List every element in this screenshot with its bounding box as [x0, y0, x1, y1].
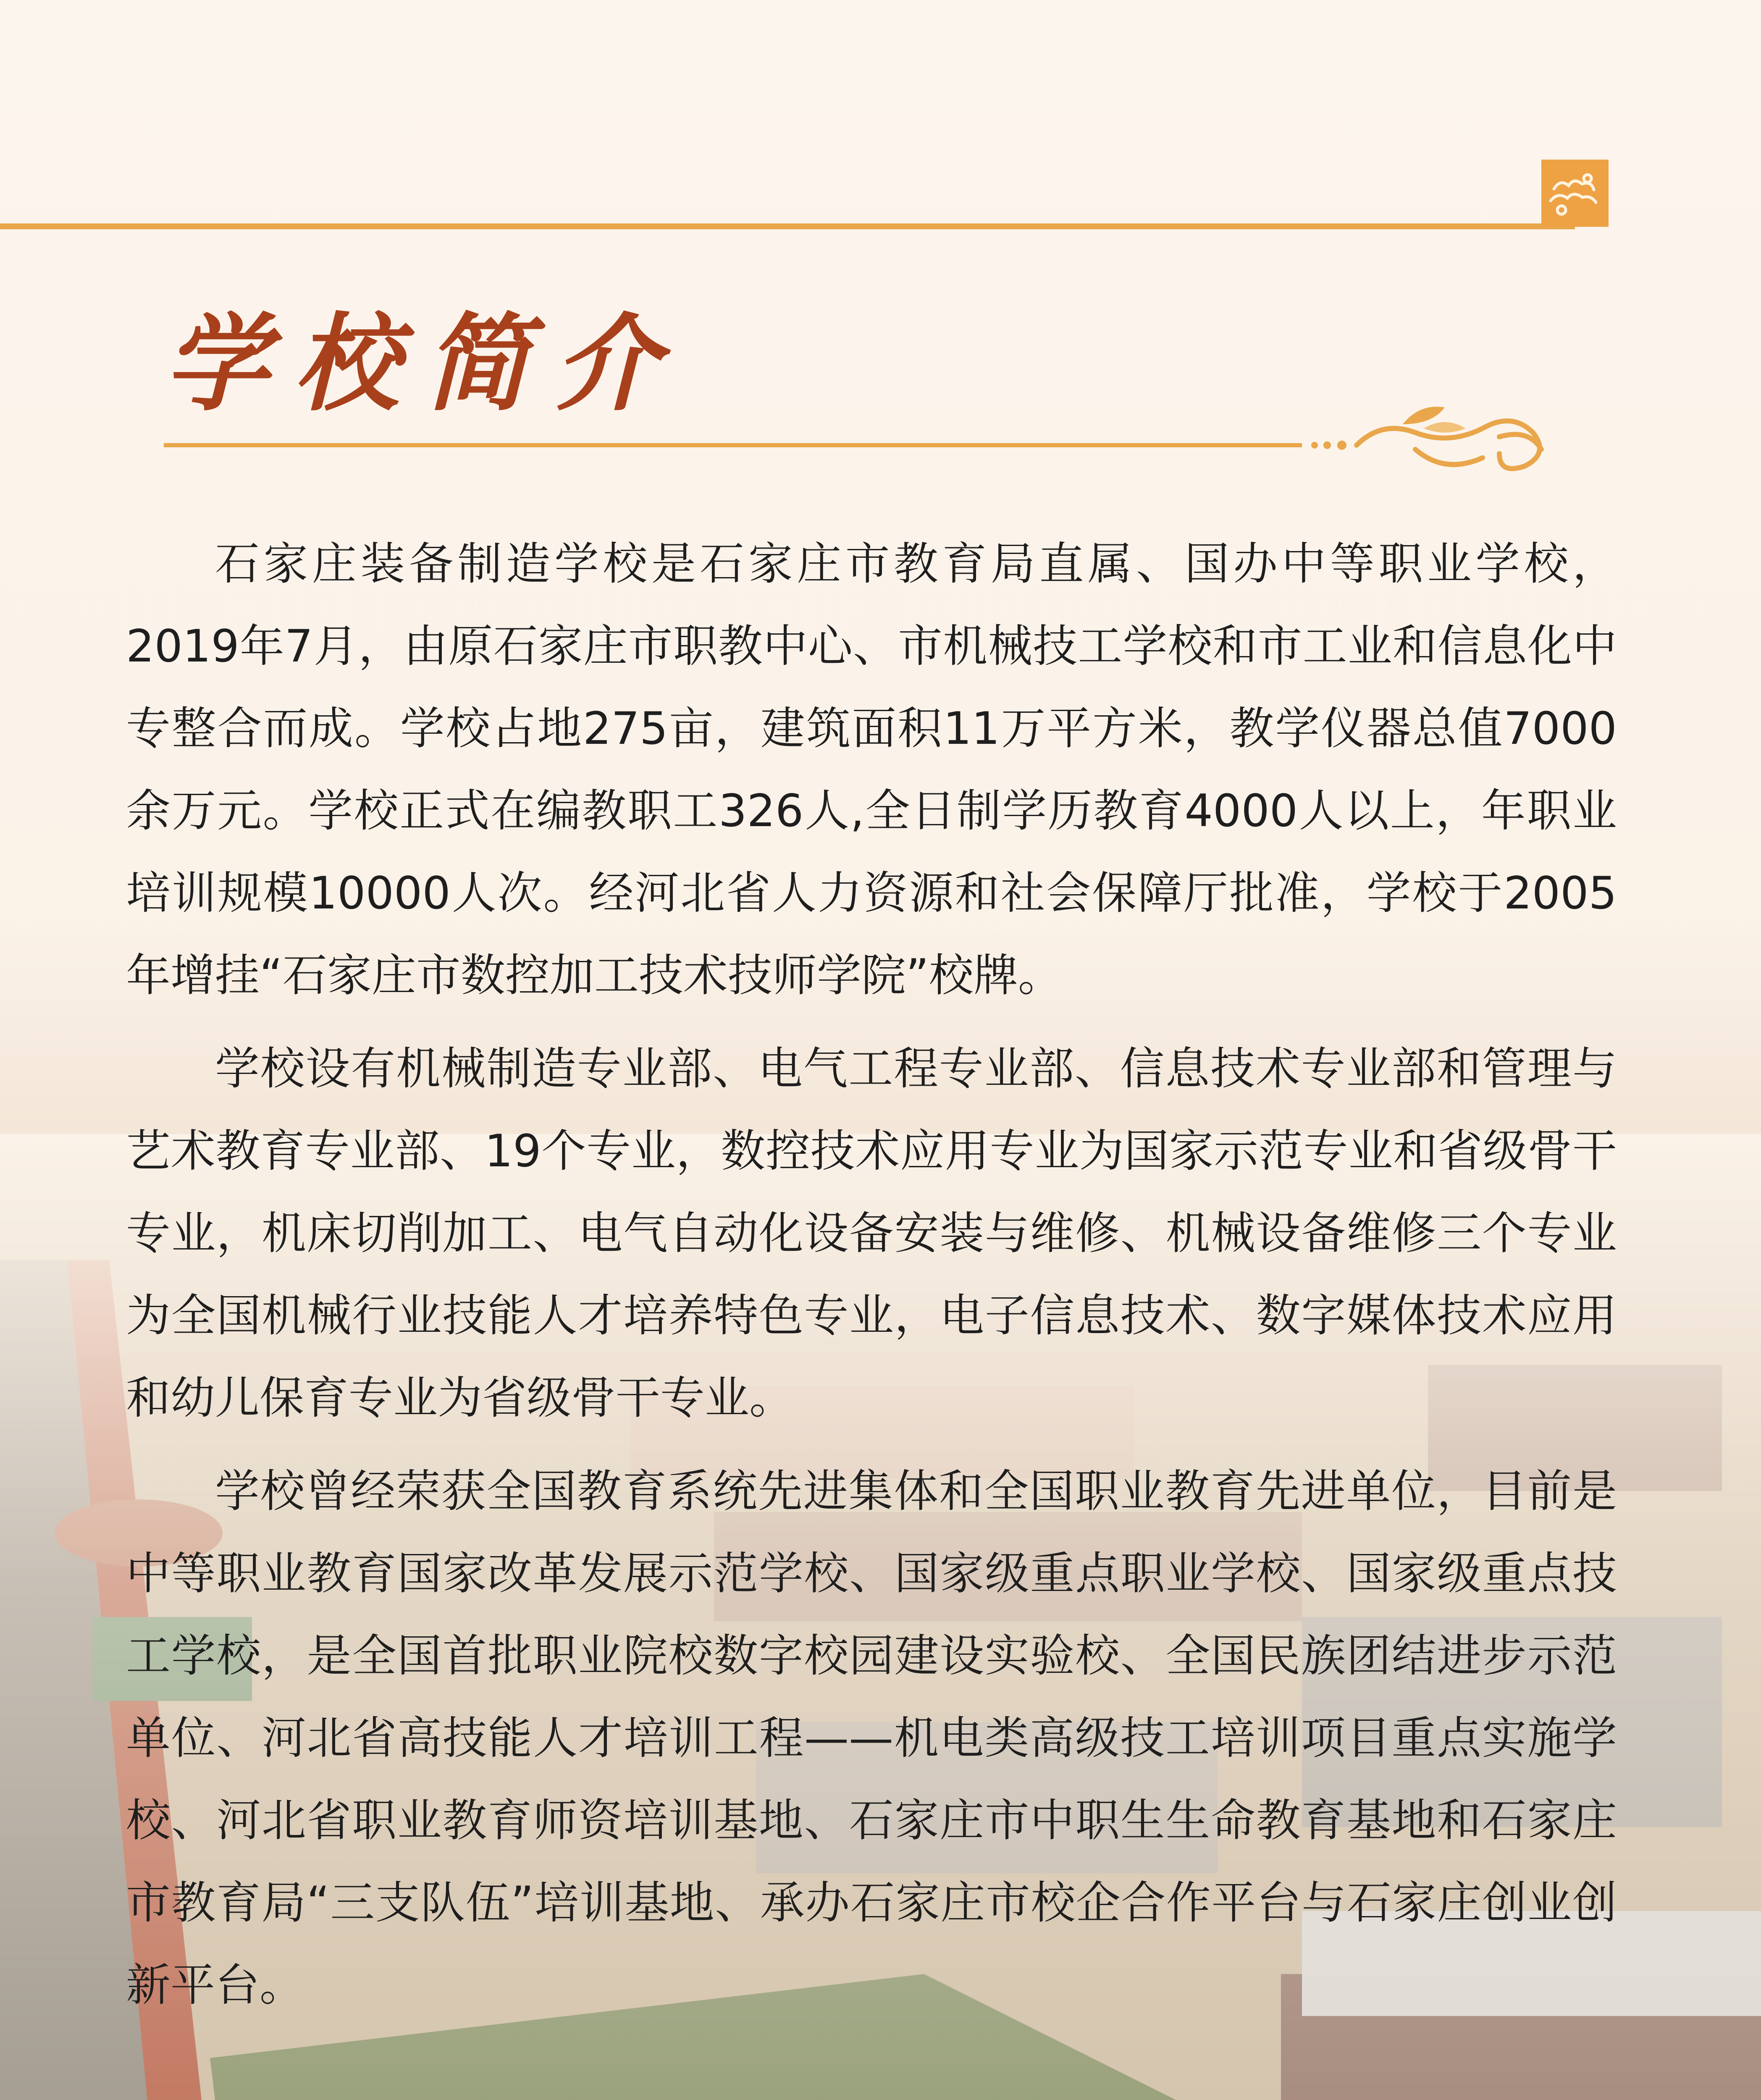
intro-paragraph-3: 学校曾经荣获全国教育系统先进集体和全国职业教育先进单位，目前是中等职业教育国家改革发展示范学校、国家级重点职业学校、国家级重点技工学校，是全国首批职业院校数字校园建设实验校、全国民族团结进步示范单位、河北省高技能人才培训工程——机电类高级技工培训项目重点实施学校、河北省职业教育师资培训基地、石家庄市中职生生命教育基地和石家庄市教育局“三支队伍”培训基地、承办石家庄市校企合作平台与石家庄创业创新平台。 [126, 1465, 1617, 2011]
page-title: 学校简介 [164, 302, 685, 425]
intro-paragraph-2: 学校设有机械制造专业部、电气工程专业部、信息技术专业部和管理与艺术教育专业部、19个专业，数控技术应用专业为国家示范专业和省级骨干专业，机床切削加工、电气自动化设备安装与维修、机械设备维修三个专业为全国机械行业技能人才培养特色专业，电子信息技术、数字媒体技术应用和幼儿保育专业为省级骨干专业。 [126, 1043, 1617, 1424]
intro-text [126, 523, 1617, 2037]
cloud-ornament-icon [1541, 160, 1609, 227]
intro-paragraph-1: 石家庄装备制造学校是石家庄市教育局直属、国办中等职业学校，2019年7月，由原石家庄市职教中心、市机械技工学校和市工业和信息化中专整合而成。学校占地275亩，建筑面积11万平方米，教学仪器总值7000余万元。学校正式在编教职工326人,全日制学历教育4000人以上，年职业培训规模10000人次。经河北省人力资源和社会保障厅批准，学校于2005年增挂“石家庄市数控加工技术技师学院”校牌。 [126, 538, 1617, 1001]
header-rule [0, 223, 1575, 229]
scroll-flourish-icon [164, 399, 1583, 483]
